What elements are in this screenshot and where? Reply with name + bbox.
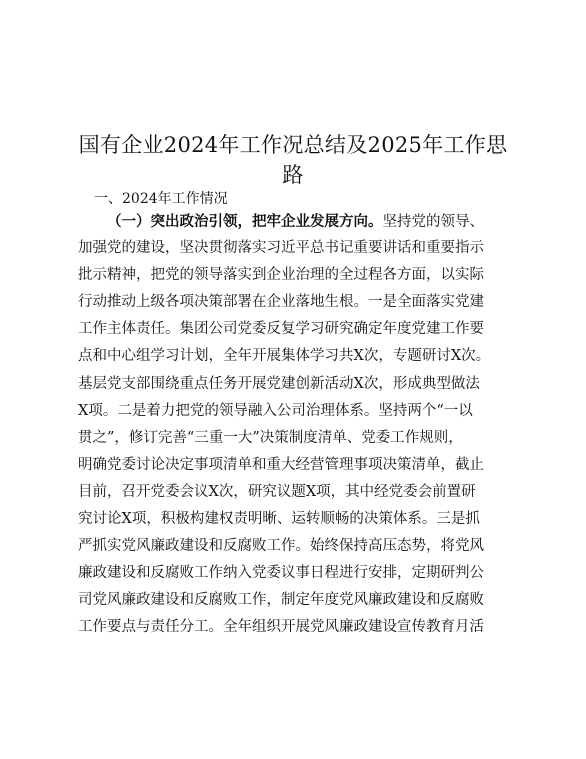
- paragraph-line: [78, 208, 518, 235]
- document-title: 国有企业2024年工作况总结及2025年工作思路: [78, 133, 508, 187]
- paragraph-line: 加强党的建设，坚决贯彻落实习近平总书记重要讲话和重要指示: [78, 240, 484, 257]
- paragraph-line: 工作要点与责任分工。全年组织开展党风廉政建设宣传教育月活: [78, 619, 484, 636]
- paragraph-line: 司党风廉政建设和反腐败工作，制定年度党风廉政建设和反腐败: [78, 592, 484, 609]
- paragraph-line: 点和中心组学习计划，全年开展集体学习共X次，专题研讨X次。: [78, 348, 491, 365]
- paragraph-lead-in: （一）突出政治引领，把牢企业发展方向。: [107, 213, 383, 230]
- section-heading: 一、2024年工作情况: [94, 191, 228, 207]
- paragraph-line: 工作主体责任。集团公司党委反复学习研究确定年度党建工作要: [78, 321, 484, 338]
- paragraph-line: X项。二是着力把党的领导融入公司治理体系。坚持两个“一以: [78, 402, 473, 419]
- paragraph-line: 廉政建设和反腐败工作纳入党委议事日程进行安排，定期研判公: [78, 565, 484, 582]
- paragraph-line: 批示精神，把党的领导落实到企业治理的全过程各方面，以实际: [78, 267, 484, 284]
- paragraph-line: 目前，召开党委会议X次，研究议题X项，其中经党委会前置研: [78, 483, 476, 500]
- body-paragraph: [78, 208, 518, 642]
- paragraph-line: 严抓实党风廉政建设和反腐败工作。始终保持高压态势，将党风: [78, 538, 484, 555]
- paragraph-line: 贯之”，修订完善“三重一大”决策制度清单、党委工作规则，: [78, 429, 463, 446]
- paragraph-line: 基层党支部围绕重点任务开展党建创新活动X次，形成典型做法: [78, 375, 480, 392]
- paragraph-line-text: 坚持党的领导、: [382, 214, 484, 230]
- paragraph-line: 究讨论X项，积极构建权责明晰、运转顺畅的决策体系。三是抓: [78, 511, 480, 528]
- paragraph-line: 行动推动上级各项决策部署在企业落地生根。一是全面落实党建: [78, 294, 484, 311]
- paragraph-line: 明确党委讨论决定事项清单和重大经营管理事项决策清单，截止: [78, 456, 484, 473]
